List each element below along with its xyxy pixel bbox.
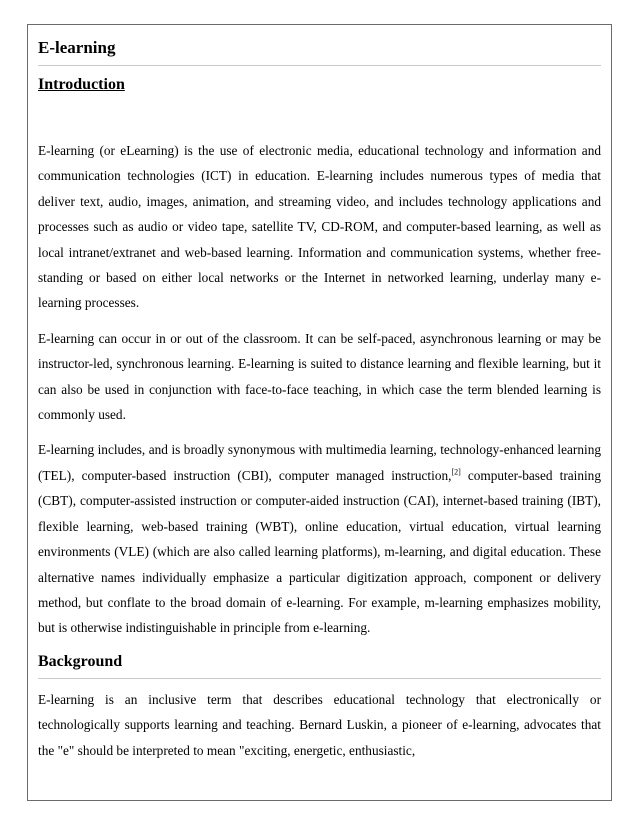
page-frame (27, 24, 612, 801)
intro-paragraph-3-part-2: computer-based training (CBT), computer-assisted instruction or computer-aided instruction (CAI), internet-based training (IBT), flexible learning, web-based training (WBT), online education, virtual education, virtual learning environments (VLE) (which are also called learning platforms), m-learning, and digital education. These alternative names individually emphasize a particular digitization approach, component or delivery method, but conflate to the broad domain of e-learning. For example, m-learning emphasizes mobility, but is otherwise indistinguishable in principle from e-learning. (38, 467, 601, 636)
page-content (28, 25, 611, 763)
introduction-heading: Introduction (38, 76, 125, 93)
intro-paragraph-3-part-1: E-learning includes, and is broadly synonymous with multimedia learning, technology-enhanced learning (TEL), computer-based instruction (CBI), computer managed instruction, (38, 442, 601, 483)
intro-paragraph-3 (38, 437, 601, 640)
heading-spacer (38, 95, 601, 138)
title-rule (38, 65, 601, 66)
citation-2[interactable]: [2] (451, 467, 461, 477)
background-heading: Background (38, 652, 123, 670)
intro-paragraph-2: E-learning can occur in or out of the classroom. It can be self-paced, asynchronous learning or may be instructor-led, synchronous learning. E-learning is suited to distance learning and flexible learning, but it can also be used in conjunction with face-to-face teaching, in which case the term blended learning is commonly used. (38, 330, 601, 423)
document-title: E-learning (38, 38, 116, 57)
background-rule (38, 678, 601, 679)
intro-paragraph-1: E-learning (or eLearning) is the use of electronic media, educational technology and information and communication technologies (ICT) in education. E-learning includes numerous types of media that deliver text, audio, images, animation, and streaming video, and includes technology applications and processes such as audio or video tape, satellite TV, CD-ROM, and computer-based learning, as well as local intranet/extranet and web-based learning. Information and communication systems, whether free-standing or based on either local networks or the Internet in networked learning, underlay many e-learning processes. (38, 143, 601, 311)
background-paragraph: E-learning is an inclusive term that describes educational technology that electronically or technologically supports learning and teaching. Bernard Luskin, a pioneer of e-learning, advocates that the "e" should be interpreted to mean "exciting, energetic, enthusiastic, (38, 691, 601, 758)
